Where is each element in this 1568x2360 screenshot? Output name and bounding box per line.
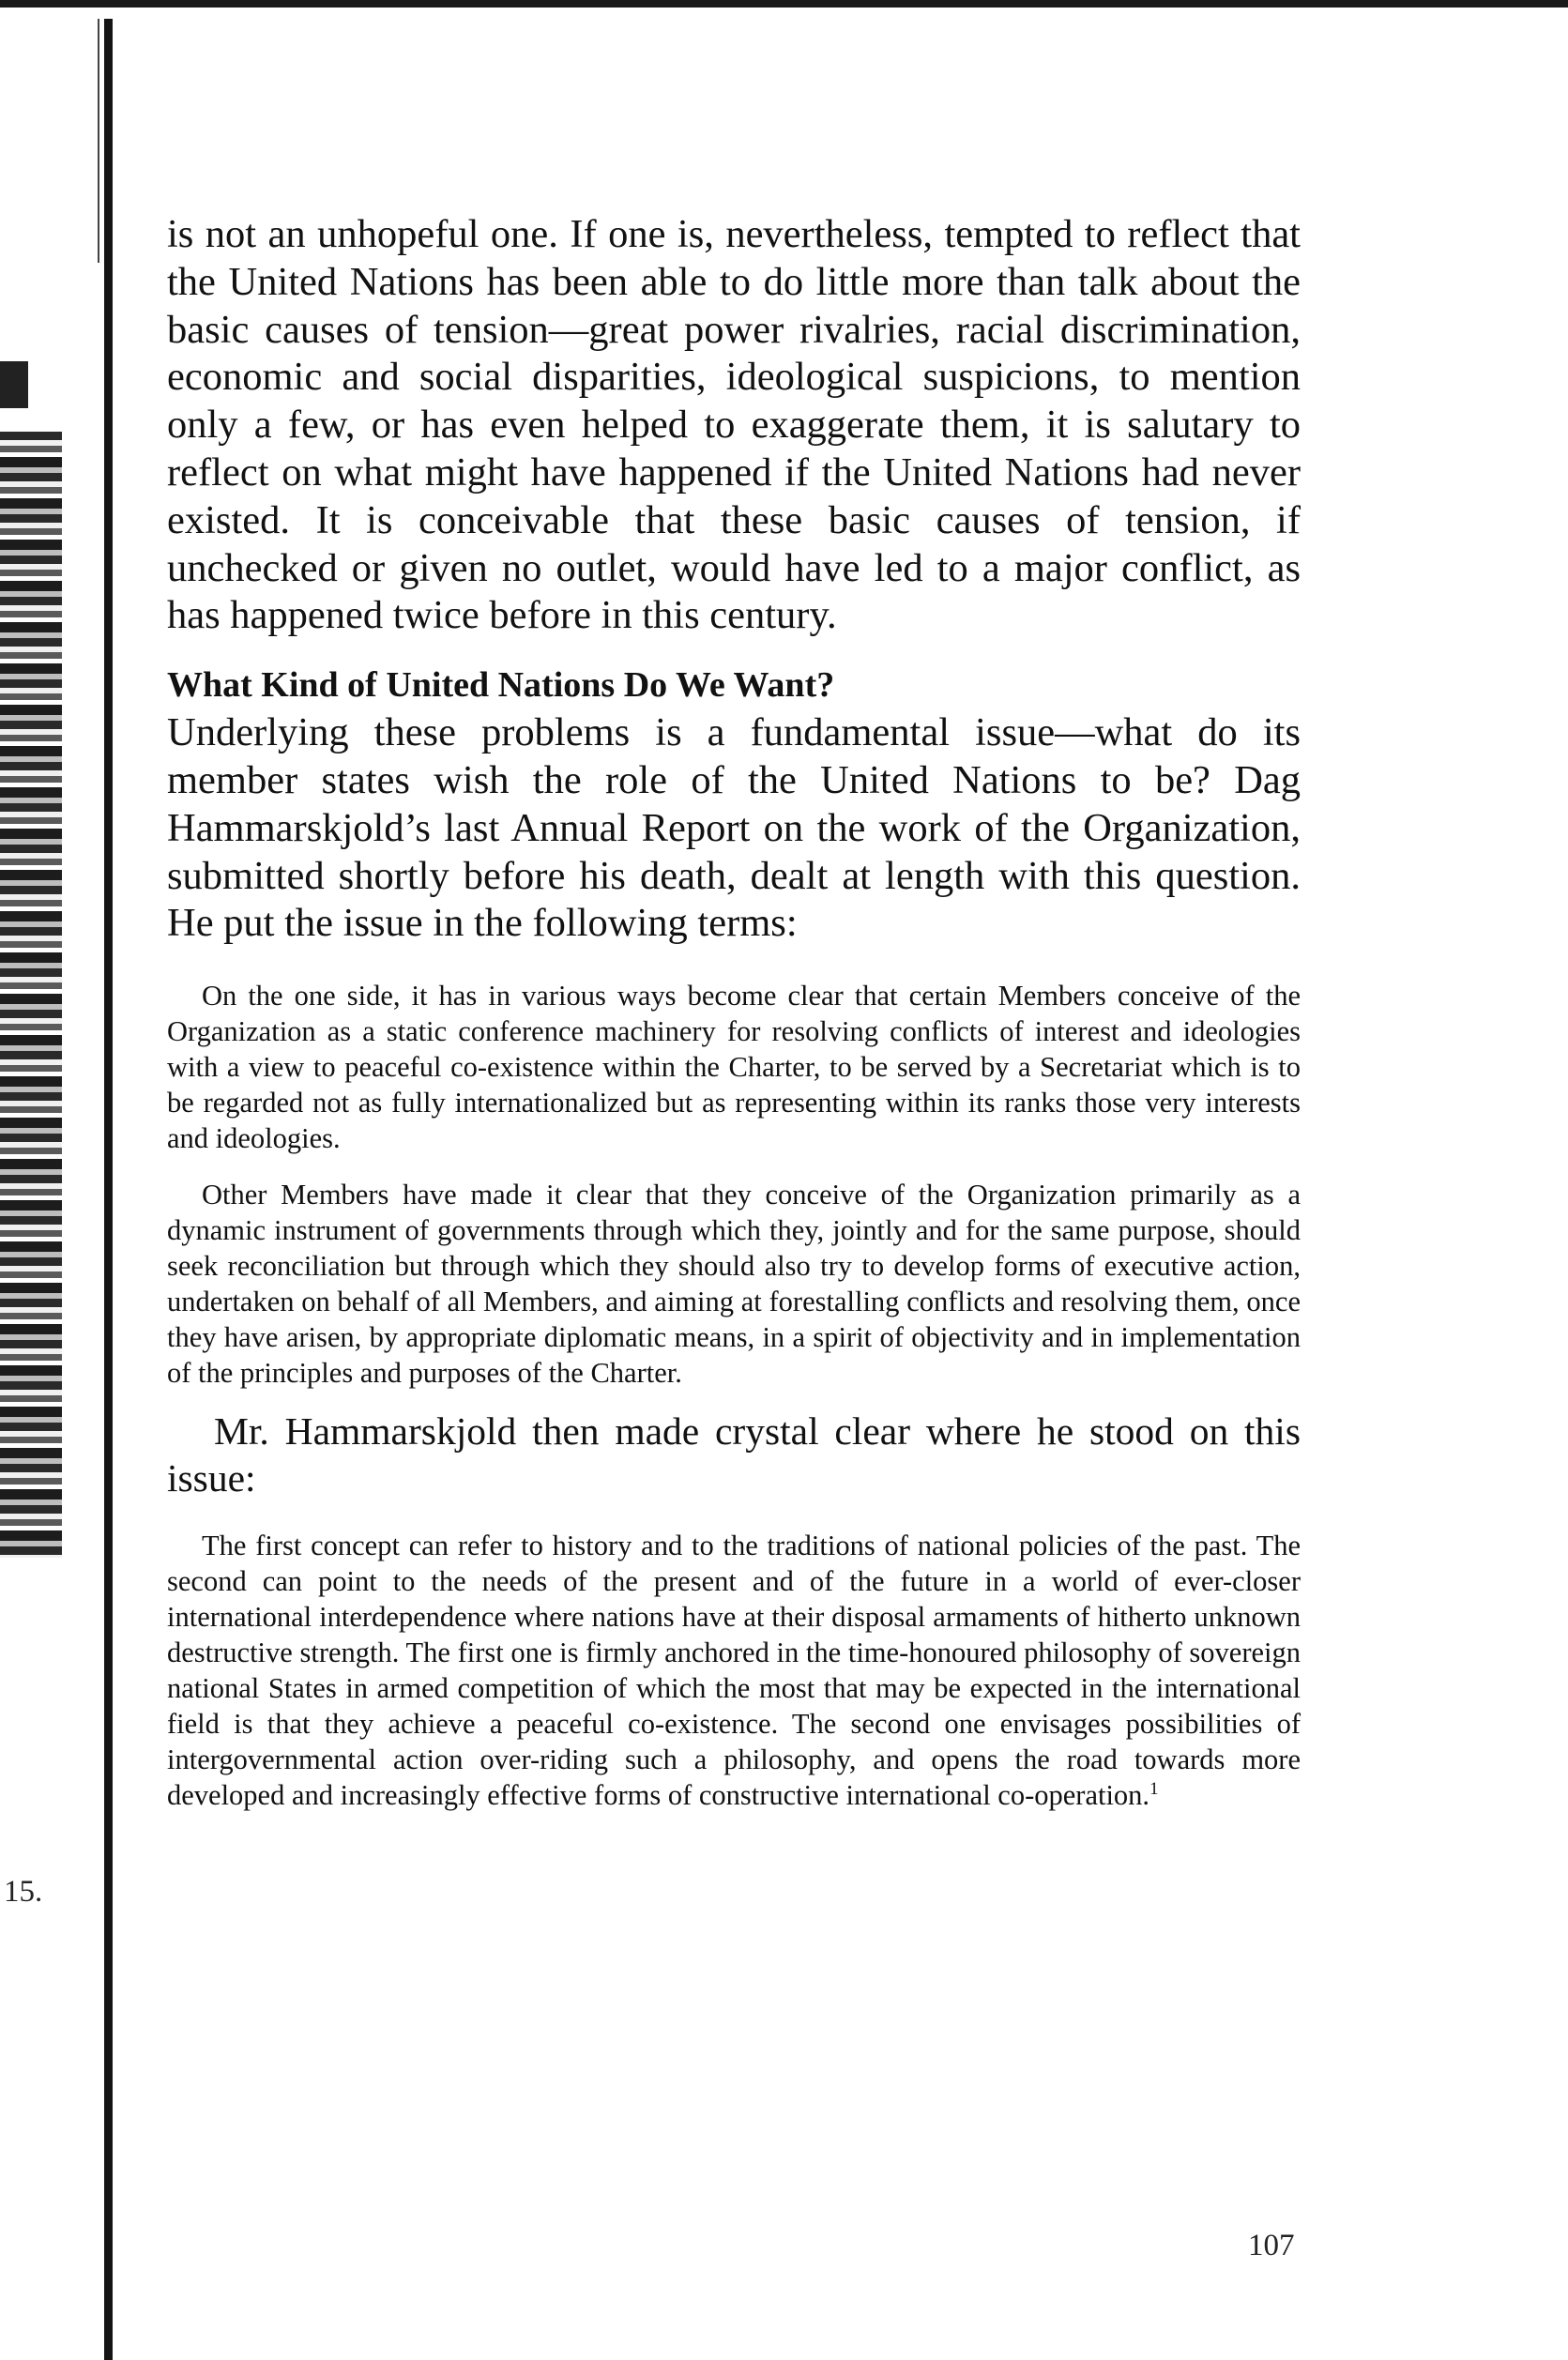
top-scan-edge: [0, 0, 1568, 8]
margin-number: 15.: [4, 1875, 43, 1909]
adjacent-page-edge-mark: [0, 361, 28, 408]
page-number: 107: [1248, 2229, 1295, 2262]
block-quotation-2: [167, 1528, 1301, 1813]
quotation-paragraph: [167, 1528, 1301, 1813]
section-paragraph: Underlying these problems is a fundamental issue—what do its member states wish the role of the United Nations to be? Dag Hammarskjold’s last Annual Report on the work of the Organization, submitted shortly before his death, dealt at length with this question. He put the issue in the following terms:: [167, 710, 1301, 946]
section-heading: What Kind of United Nations Do We Want?: [167, 665, 835, 706]
opening-paragraph: is not an unhopeful one. If one is, nevertheless, tempted to reflect that the United Nations has been able to do little more than talk about the basic causes of tension—great power rivalries, racial discrimination, economic and social disparities, ideological suspicions, to mention only a few, or has even helped to exaggerate them, it is salutary to reflect on what might have happened if the United Nations had never existed. It is conceivable that these basic causes of tension, if unchecked or given no outlet, would have led to a major conflict, as has happened twice before in this century.: [167, 212, 1301, 638]
page-content: [167, 211, 1301, 1813]
footnote-marker: 1: [1149, 1779, 1159, 1799]
block-quotation-1: [167, 978, 1301, 1391]
adjacent-page-edge: [0, 432, 62, 1558]
binding-shadow: [104, 19, 113, 2360]
quotation-text: The first concept can refer to history and to the traditions of national policies of the past. The second can point to the needs of the present and of the future in a world of ever-closer international interdependence where nations have at their disposal armaments of hitherto unknown destructive strength. The first one is firmly anchored in the time-honoured philosophy of sovereign national States in armed competition of which the most that may be expected in the international field is that they achieve a peaceful co-existence. The second one envisages possibilities of intergovernmental action over-riding such a philosophy, and opens the road towards more developed and increasingly effective forms of constructive international co-operation.: [167, 1530, 1301, 1812]
quotation-paragraph: Other Members have made it clear that they conceive of the Organization primarily as a dynamic instrument of governments through which they, jointly and for the same purpose, should seek reconciliation but through which they should also try to develop forms of executive action, undertaken on behalf of all Members, and aiming at forestalling conflicts and resolving them, once they have arisen, by appropriate diplomatic means, in a spirit of objectivity and in implementation of the principles and purposes of the Charter.: [167, 1179, 1301, 1390]
quotation-paragraph: On the one side, it has in various ways become clear that certain Members conceive of the Organization as a static conference machinery for resolving conflicts of interest and ideologies with a view to peaceful co-existence within the Charter, to be served by a Secretariat which is to be regarded not as fully internationalized but as representing within its ranks those very interests and ideologies.: [167, 980, 1301, 1155]
intro-paragraph: Mr. Hammarskjold then made crystal clear where he stood on this issue:: [167, 1409, 1301, 1500]
binding-shadow-thin: [98, 19, 99, 263]
